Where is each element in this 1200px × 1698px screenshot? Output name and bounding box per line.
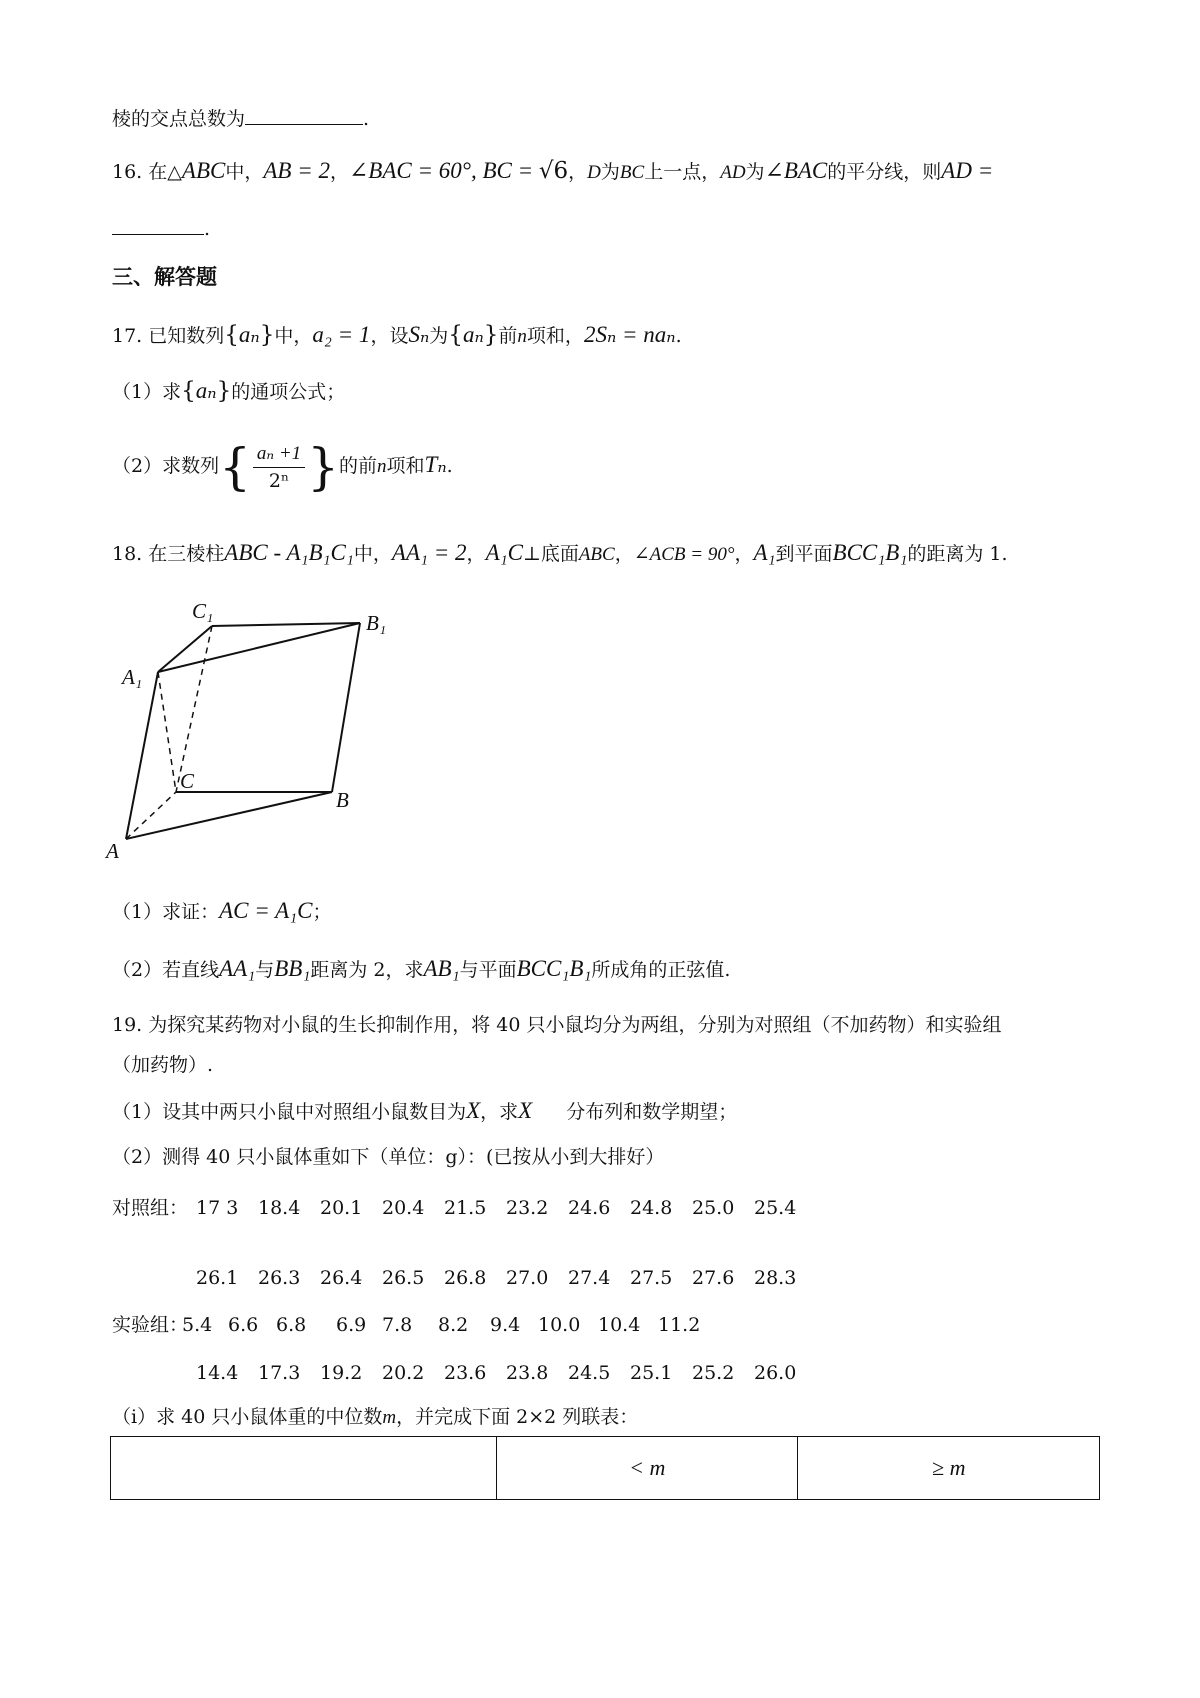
data-value: 17 3 bbox=[196, 1197, 239, 1219]
data-value: 27.0 bbox=[506, 1267, 549, 1289]
q15-tail: 棱的交点总数为 . bbox=[112, 102, 369, 134]
data-value: 26.4 bbox=[320, 1267, 363, 1289]
data-value: 26.1 bbox=[196, 1267, 239, 1289]
edge-c1-b1 bbox=[212, 623, 360, 626]
label-b1: B₁ bbox=[366, 611, 387, 635]
q18-part-1: （1）求证：AC = A₁C； bbox=[112, 898, 332, 923]
edge-a-b bbox=[126, 792, 332, 839]
data-value: 24.8 bbox=[630, 1197, 673, 1219]
data-value: 23.8 bbox=[506, 1362, 549, 1384]
data-value: 17.3 bbox=[258, 1362, 301, 1384]
table-header-cell: < m bbox=[496, 1437, 798, 1500]
data-value: 25.1 bbox=[630, 1362, 673, 1384]
section-title: 三、解答题 bbox=[112, 265, 217, 289]
data-value: 6.6 bbox=[228, 1314, 259, 1336]
data-value: 24.6 bbox=[568, 1197, 611, 1219]
data-value: 26.0 bbox=[754, 1362, 797, 1384]
label-b: B bbox=[336, 788, 349, 812]
data-value: 6.9 bbox=[336, 1314, 367, 1336]
data-value: 18.4 bbox=[258, 1197, 301, 1219]
data-value: 10.0 bbox=[538, 1314, 581, 1336]
triangle-symbol: △ bbox=[167, 161, 182, 183]
data-value: 24.5 bbox=[568, 1362, 611, 1384]
label-c: C bbox=[180, 769, 195, 793]
data-value: 6.8 bbox=[276, 1314, 307, 1336]
answer-blank bbox=[112, 212, 204, 235]
q19-part-2: （2）测得 40 只小鼠体重如下（单位：g）：(已按从小到大排好） bbox=[112, 1146, 665, 1168]
data-value: 27.5 bbox=[630, 1267, 673, 1289]
data-value: 23.2 bbox=[506, 1197, 549, 1219]
q17-part-1: （1）求{aₙ}的通项公式； bbox=[112, 378, 346, 404]
label-c1: C₁ bbox=[192, 599, 214, 623]
question-18: 18. 在三棱柱ABC - A₁B₁C₁中，AA₁ = 2，A₁C⊥底面ABC，∠ACB = 90°，A₁到平面BCC₁B₁的距离为 1. bbox=[112, 540, 1008, 565]
q19-part-1: （1）设其中两只小鼠中对照组小鼠数目为X，求X 分布列和数学期望； bbox=[112, 1098, 738, 1123]
data-value: 25.0 bbox=[692, 1197, 735, 1219]
data-value: 5.4 bbox=[182, 1314, 213, 1336]
data-value: 25.2 bbox=[692, 1362, 735, 1384]
question-16: 16. 在△ABC中，AB = 2，∠BAC = 60°, BC = √6，D为BC上一点，AD为∠BAC的平分线，则AD = bbox=[112, 158, 994, 184]
data-value: 26.5 bbox=[382, 1267, 425, 1289]
data-value: 28.3 bbox=[754, 1267, 797, 1289]
table-header-cell: ≥ m bbox=[798, 1437, 1100, 1500]
q18-part-2: （2）若直线AA₁与BB₁距离为 2，求AB₁与平面BCC₁B₁所成角的正弦值. bbox=[112, 956, 731, 981]
data-value: 20.4 bbox=[382, 1197, 425, 1219]
control-row-1: 对照组： bbox=[112, 1197, 189, 1219]
experiment-row-1: 实验组： bbox=[112, 1314, 189, 1336]
question-19-line-2: （加药物）. bbox=[112, 1054, 214, 1076]
answer-blank bbox=[245, 102, 363, 125]
contingency-table bbox=[110, 1436, 1100, 1500]
data-value: 23.6 bbox=[444, 1362, 487, 1384]
edge-b1-b bbox=[332, 623, 360, 792]
question-19-line-1: 19. 为探究某药物对小鼠的生长抑制作用，将 40 只小鼠均分为两组，分别为对照组（不加药物）和实验组 bbox=[112, 1014, 1002, 1036]
data-value: 11.2 bbox=[658, 1314, 701, 1336]
data-value: 26.3 bbox=[258, 1267, 301, 1289]
data-value: 27.6 bbox=[692, 1267, 735, 1289]
data-value: 14.4 bbox=[196, 1362, 239, 1384]
data-value: 19.2 bbox=[320, 1362, 363, 1384]
data-value: 20.2 bbox=[382, 1362, 425, 1384]
label-a1: A₁ bbox=[122, 665, 143, 689]
data-value: 27.4 bbox=[568, 1267, 611, 1289]
data-value: 7.8 bbox=[382, 1314, 413, 1336]
question-17: 17. 已知数列{aₙ}中，a₂ = 1，设Sₙ为{aₙ}前n项和，2Sₙ = naₙ. bbox=[112, 322, 682, 348]
table-header-cell bbox=[111, 1437, 497, 1500]
data-value: 21.5 bbox=[444, 1197, 487, 1219]
prism-figure bbox=[100, 596, 420, 866]
data-value: 25.4 bbox=[754, 1197, 797, 1219]
q19-part-i: （i）求 40 只小鼠体重的中位数m，并完成下面 2×2 列联表： bbox=[112, 1406, 639, 1428]
data-value: 26.8 bbox=[444, 1267, 487, 1289]
data-value: 8.2 bbox=[438, 1314, 469, 1336]
q16-answer-line: . bbox=[112, 212, 210, 244]
table-row bbox=[111, 1437, 1100, 1500]
q17-part-2: （2）求数列{ $\frac{\text{aₙ +1}}{\text{2ⁿ}}$ }的前n项和Tₙ. bbox=[112, 438, 453, 496]
label-a: A bbox=[106, 839, 119, 863]
data-value: 10.4 bbox=[598, 1314, 641, 1336]
data-value: 20.1 bbox=[320, 1197, 363, 1219]
fraction: $\frac{\text{aₙ +1}}{\text{2ⁿ}}$ bbox=[253, 441, 305, 494]
data-value: 9.4 bbox=[490, 1314, 521, 1336]
edge-a1-c bbox=[158, 672, 176, 792]
